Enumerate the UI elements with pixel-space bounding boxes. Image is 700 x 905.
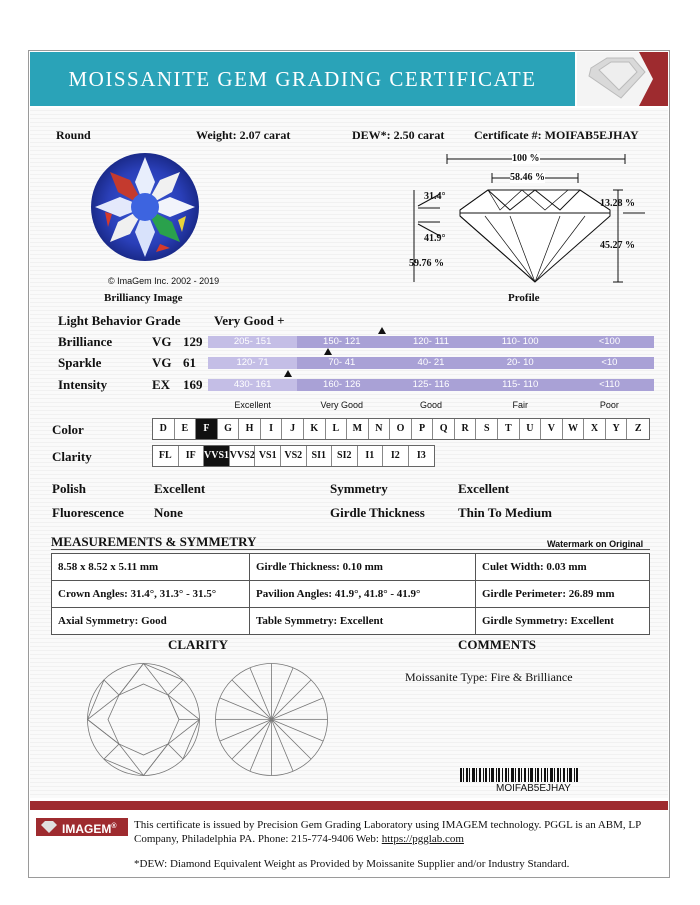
color-label: Color bbox=[52, 422, 84, 437]
grade-cell: IF bbox=[179, 446, 205, 466]
grade-cell: I bbox=[261, 419, 283, 439]
profile-diagram bbox=[400, 150, 670, 290]
range-segment: 40- 21 bbox=[417, 357, 445, 368]
range-segment: 120- 111 bbox=[412, 336, 450, 347]
comments-text: Moissanite Type: Fire & Brilliance bbox=[405, 670, 573, 684]
scale-label: Excellent bbox=[234, 400, 271, 410]
metric-grade: VG bbox=[152, 355, 172, 370]
metric-grade: VG bbox=[152, 334, 172, 349]
grade-cell: W bbox=[563, 419, 585, 439]
scale-labels bbox=[208, 400, 654, 410]
table-cell: Culet Width: 0.03 mm bbox=[476, 554, 650, 581]
crown-height: 13.28 % bbox=[600, 198, 635, 209]
table-row bbox=[52, 608, 650, 635]
range-segment: 115- 110 bbox=[502, 379, 539, 390]
table-cell: Axial Symmetry: Good bbox=[52, 608, 250, 635]
metric-value: 169 bbox=[183, 377, 203, 392]
grade-cell: V bbox=[541, 419, 563, 439]
metric-name: Sparkle bbox=[58, 355, 102, 370]
grade-cell: P bbox=[412, 419, 434, 439]
grade-cell: FL bbox=[153, 446, 179, 466]
range-segment: <10 bbox=[601, 357, 618, 368]
grade-cell: VVS1 bbox=[204, 446, 230, 466]
metric-grade: EX bbox=[152, 377, 171, 392]
total-depth: 59.76 % bbox=[409, 258, 444, 269]
measurements-divider bbox=[51, 549, 650, 550]
grade-cell: T bbox=[498, 419, 520, 439]
table-cell: Girdle Symmetry: Excellent bbox=[476, 608, 650, 635]
grade-cell: J bbox=[282, 419, 304, 439]
certificate-title: MOISSANITE GEM GRADING CERTIFICATE bbox=[30, 52, 575, 106]
symmetry-value: Excellent bbox=[458, 481, 510, 496]
grade-cell: SI1 bbox=[307, 446, 333, 466]
footer-disclaimer bbox=[134, 818, 664, 846]
range-segment: 110- 100 bbox=[501, 336, 539, 347]
girdle-thickness-value: Thin To Medium bbox=[458, 505, 552, 520]
light-behavior-label: Light Behavior Grade bbox=[58, 313, 181, 328]
brilliance-bar bbox=[208, 336, 654, 348]
grade-cell: H bbox=[239, 419, 261, 439]
grade-cell: Z bbox=[634, 423, 642, 434]
range-segment: 125- 116 bbox=[412, 379, 450, 390]
light-behavior-grade: Very Good + bbox=[214, 313, 285, 328]
grade-cell: VS1 bbox=[255, 446, 281, 466]
clarity-plot-crown bbox=[86, 662, 201, 777]
table-width-pct: 100 % bbox=[512, 153, 540, 164]
metric-name: Brilliance bbox=[58, 334, 113, 349]
measurements-table bbox=[51, 553, 650, 635]
grade-cell: L bbox=[326, 419, 348, 439]
intensity-marker bbox=[284, 370, 292, 377]
pavilion-depth: 45.27 % bbox=[600, 240, 635, 251]
grade-cell: S bbox=[476, 419, 498, 439]
sparkle-marker bbox=[324, 348, 332, 355]
scale-label: Good bbox=[419, 400, 443, 410]
grade-cell: O bbox=[390, 419, 412, 439]
image-copyright: © ImaGem Inc. 2002 - 2019 bbox=[108, 276, 220, 286]
polish-label: Polish bbox=[52, 481, 86, 496]
table-cell: Pavilion Angles: 41.9°, 41.8° - 41.9° bbox=[250, 581, 476, 608]
measurements-title: MEASUREMENTS & SYMMETRY bbox=[51, 534, 257, 549]
footer-text: This certificate is issued by Precision Gem Grading Laboratory using IMAGEM technology. PGGL is an ABM, LP Company, Philadelphia PA. Phone: 215-774-9406 Web: bbox=[134, 819, 641, 845]
imagem-logo-icon bbox=[39, 820, 59, 834]
certificate-number: Certificate #: MOIFAB5EJHAY bbox=[474, 128, 639, 142]
range-segment: 20- 10 bbox=[506, 357, 534, 368]
grade-cell: K bbox=[304, 419, 326, 439]
footer-dew-note: *DEW: Diamond Equivalent Weight as Provided by Moissanite Supplier and/or Industry Standard. bbox=[134, 858, 570, 870]
watermark-note: Watermark on Original bbox=[547, 539, 644, 549]
grade-cell: E bbox=[175, 419, 197, 439]
comments-title: COMMENTS bbox=[458, 637, 536, 652]
table-row bbox=[52, 554, 650, 581]
clarity-label: Clarity bbox=[52, 449, 92, 464]
brilliance-marker bbox=[378, 327, 386, 334]
shape-label: Round bbox=[56, 128, 91, 142]
grade-cell: Y bbox=[606, 419, 628, 439]
metric-value: 129 bbox=[183, 334, 203, 349]
table-row bbox=[52, 581, 650, 608]
grade-cell: SI2 bbox=[332, 446, 358, 466]
grade-cell: I3 bbox=[416, 450, 426, 461]
barcode-text: MOIFAB5EJHAY bbox=[496, 783, 571, 794]
range-segment: <100 bbox=[598, 336, 621, 347]
scale-label: Very Good bbox=[320, 400, 364, 410]
grade-cell: F bbox=[196, 419, 218, 439]
clarity-plot-pavilion bbox=[214, 662, 329, 777]
grade-cell: X bbox=[584, 419, 606, 439]
table-cell: Girdle Perimeter: 26.89 mm bbox=[476, 581, 650, 608]
grade-cell: VS2 bbox=[281, 446, 307, 466]
scale-label: Fair bbox=[512, 400, 528, 410]
fluorescence-value: None bbox=[154, 505, 183, 520]
imagem-logo-mark: ® bbox=[111, 823, 117, 830]
fluorescence-label: Fluorescence bbox=[52, 505, 124, 520]
intensity-bar bbox=[208, 379, 654, 391]
range-segment: 150- 121 bbox=[323, 336, 361, 347]
imagem-logo bbox=[36, 818, 128, 836]
color-scale bbox=[152, 418, 650, 440]
table-cell: Girdle Thickness: 0.10 mm bbox=[250, 554, 476, 581]
symmetry-label: Symmetry bbox=[330, 481, 388, 496]
grade-cell: D bbox=[153, 419, 175, 439]
grade-cell: N bbox=[369, 419, 391, 439]
grade-cell: G bbox=[218, 419, 240, 439]
profile-label: Profile bbox=[508, 292, 540, 304]
weight-label: Weight: 2.07 carat bbox=[196, 128, 291, 142]
footer-link[interactable]: https://pgglab.com bbox=[381, 833, 464, 845]
pavilion-angle: 41.9° bbox=[424, 233, 446, 244]
range-segment: 70- 41 bbox=[328, 357, 356, 368]
range-segment: <110 bbox=[599, 379, 620, 390]
range-segment: 205- 151 bbox=[208, 336, 297, 348]
sparkle-bar bbox=[208, 357, 654, 369]
imagem-logo-text: IMAGEM bbox=[62, 822, 112, 836]
polish-value: Excellent bbox=[154, 481, 206, 496]
brilliancy-image bbox=[90, 152, 200, 262]
gem-logo-icon bbox=[577, 52, 668, 106]
table-cell: Crown Angles: 31.4°, 31.3° - 31.5° bbox=[52, 581, 250, 608]
table-cell: Table Symmetry: Excellent bbox=[250, 608, 476, 635]
metric-value: 61 bbox=[183, 355, 196, 370]
metric-name: Intensity bbox=[58, 377, 108, 392]
brilliancy-image-label: Brilliancy Image bbox=[104, 292, 183, 304]
grade-cell: VVS2 bbox=[230, 446, 256, 466]
crown-angle: 31.4° bbox=[424, 191, 446, 202]
dew-label: DEW*: 2.50 carat bbox=[352, 128, 445, 142]
grade-cell: U bbox=[520, 419, 542, 439]
grade-cell: I1 bbox=[358, 446, 384, 466]
table-inner-pct: 58.46 % bbox=[510, 172, 545, 183]
range-segment: 430- 161 bbox=[208, 379, 297, 391]
range-segment: 160- 126 bbox=[323, 379, 361, 390]
barcode-icon bbox=[460, 768, 578, 782]
scale-label: Poor bbox=[599, 400, 619, 410]
range-segment: 120- 71 bbox=[208, 357, 297, 369]
clarity-scale bbox=[152, 445, 435, 467]
table-cell: 8.58 x 8.52 x 5.11 mm bbox=[52, 554, 250, 581]
grade-cell: Q bbox=[433, 419, 455, 439]
footer-band bbox=[30, 801, 668, 810]
clarity-section-title: CLARITY bbox=[168, 637, 228, 652]
grade-cell: I2 bbox=[383, 446, 409, 466]
girdle-thickness-label: Girdle Thickness bbox=[330, 505, 425, 520]
grade-cell: R bbox=[455, 419, 477, 439]
grade-cell: M bbox=[347, 419, 369, 439]
